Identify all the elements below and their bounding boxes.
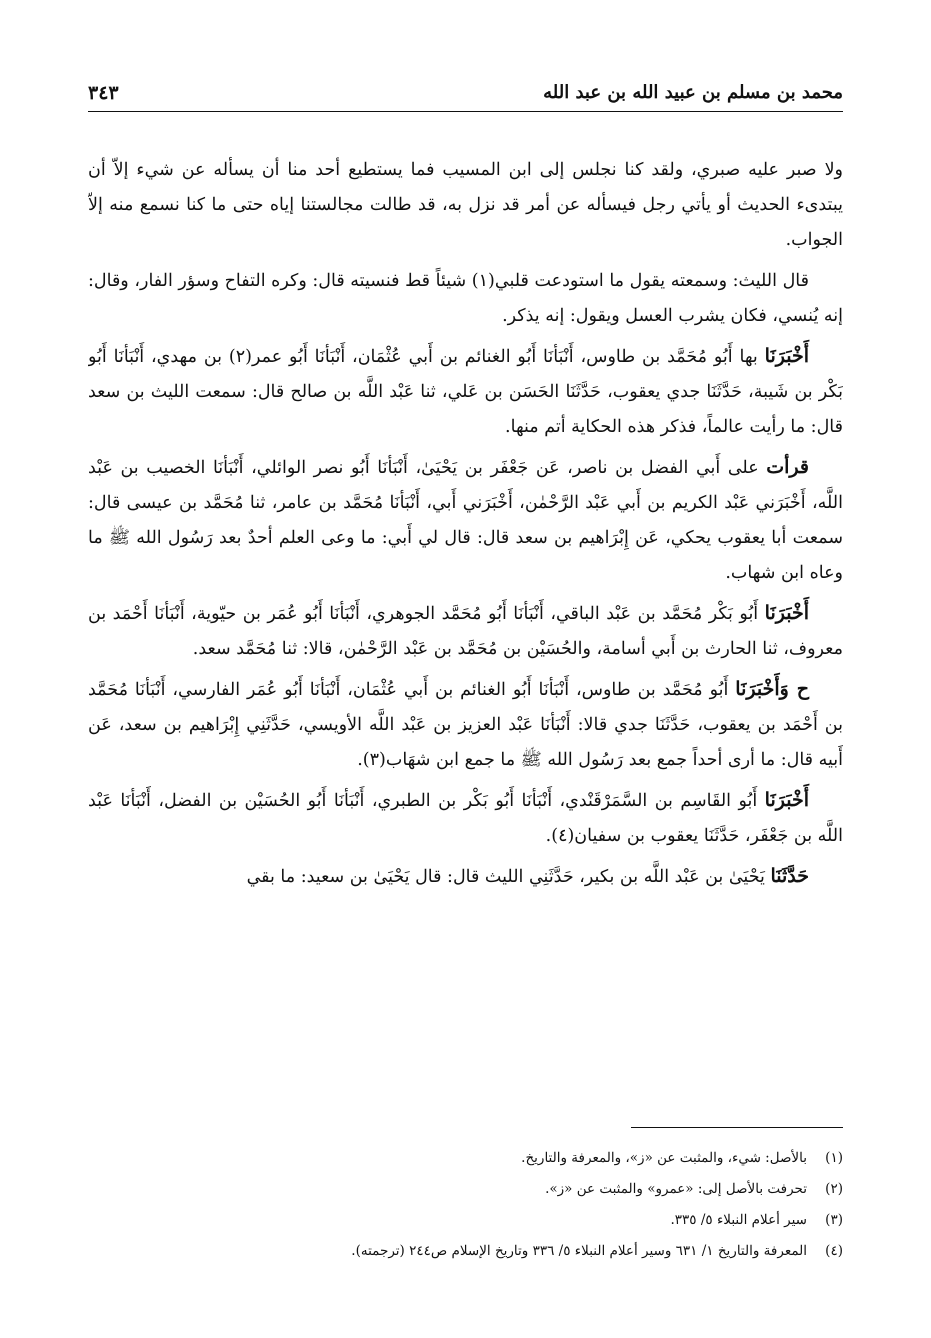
page-number: ٣٤٣: [88, 82, 119, 104]
paragraph: [88, 263, 843, 334]
paragraph-lead: أَخْبَرَنَا: [764, 602, 809, 624]
header-rule: [88, 111, 843, 112]
paragraph-lead: قرأت: [766, 456, 809, 478]
paragraph: [88, 672, 843, 778]
footnote-text: سير أعلام النبلاء ٥/ ٣٣٥.: [670, 1212, 807, 1228]
footnote-number: (٤): [825, 1243, 843, 1259]
paragraph: [88, 859, 843, 895]
footnote-number: (١): [825, 1150, 843, 1166]
paragraph: [88, 339, 843, 445]
footnote: [88, 1174, 843, 1205]
footnote-rule: [631, 1127, 843, 1128]
running-title: محمد بن مسلم بن عبيد الله بن عبد الله: [543, 82, 843, 103]
paragraph-lead: أَخْبَرَنَا: [764, 789, 809, 811]
paragraph: [88, 152, 843, 258]
paragraph-text: قال الليث: وسمعته يقول ما استودعت قلبي(١) شيئاً قط فنسيته قال: وكره التفاح وسؤر الفار، وقال: إنه يُنسي، فكان يشرب العسل ويقول: إنه يذكر.: [88, 271, 843, 326]
paragraph-text: أَبُو القَاسِم بن السَّمَرْقَنْدي، أَنْبَأنَا أَبُو بَكْر بن الطبري، أَنْبَأنَا أَبُو الحُسَيْن بن الفضل، أَنْبَأنَا عَبْد اللَّه بن جَعْفَر، حَدَّثَنَا يعقوب بن سفيان(٤).: [88, 791, 843, 846]
footnote-number: (٣): [825, 1212, 843, 1228]
running-header: [88, 78, 843, 112]
paragraph-text: على أَبي الفضل بن ناصر، عَن جَعْفَر بن يَحْيَىٰ، أَنْبَأنَا أَبُو نصر الوائلي، أَنْبَأنَا الخصيب بن عَبْد اللَّه، أَخْبَرَني عَبْد الكريم بن أَبي عَبْد الرَّحْمٰن، أَخْبَرَني أَبي، أَنْبَأنَا مُحَمَّد بن عامر، ثنا مُحَمَّد بن عيسى قال: سمعت أبا يعقوب يحكي، عَن إِبْرَاهيم بن سعد قال: قال لي أَبي: ما وعى العلم أحدٌ بعد رَسُول الله ﷺ ما وعاه ابن شهاب.: [88, 458, 843, 583]
paragraph: [88, 596, 843, 667]
footnote: [88, 1143, 843, 1174]
paragraph-text: أَبُو بَكْر مُحَمَّد بن عَبْد الباقي، أَنْبَأنَا أَبُو مُحَمَّد الجوهري، أَنْبَأنَا أَبُو عُمَر بن حيّوية، أَنْبَأنَا أَحْمَد بن معروف، ثنا الحارث بن أَبي أسامة، والحُسَيْن بن مُحَمَّد بن عَبْد الرَّحْمٰن، قالا: ثنا مُحَمَّد سعد.: [88, 604, 843, 659]
paragraph-lead: حَدَّثَنَا: [770, 865, 809, 887]
footnote-number: (٢): [825, 1181, 843, 1197]
paragraph-text: ولا صبر عليه صبري، ولقد كنا نجلس إلى ابن المسيب فما يستطيع أحد منا أن يسأله عن شيء إلاّ أن يبتدىء الحديث أو يأتي رجل فيسأله عن أمر قد نزل به، قد طالت مجالستنا إياه حتى ما كنا نسمع منه إلاّ الجواب.: [88, 160, 843, 250]
footnotes: [88, 1143, 843, 1267]
main-text: [88, 152, 843, 1112]
footnote-text: المعرفة والتاريخ ١/ ٦٣١ وسير أعلام النبلاء ٥/ ٣٣٦ وتاريخ الإسلام ص٢٤٤ (ترجمته).: [351, 1243, 807, 1259]
footnote-text: تحرفت بالأصل إلى: «عمرو» والمثبت عن «ز».: [545, 1181, 807, 1197]
paragraph-lead: ح وَأَخْبَرَنَا: [735, 678, 810, 700]
paragraph-text: يَحْيَىٰ بن عَبْد اللَّه بن بكير، حَدَّثَنِي الليث قال: قال يَحْيَىٰ بن سعيد: ما بقي: [246, 867, 765, 887]
footnote: [88, 1236, 843, 1267]
paragraph: [88, 450, 843, 591]
paragraph-text: بها أَبُو مُحَمَّد بن طاوس، أَنْبَأنَا أَبُو الغنائم بن أَبي عُثْمَان، أَنْبَأنَا أَبُو عمر(٢) بن مهدي، أَنْبَأنَا أَبُو بَكْر بن شَيبة، حَدَّثَنَا جدي يعقوب، حَدَّثَنَا الحَسَن بن عَلي، ثنا عَبْد اللَّه بن صالح قال: سمعت الليث بن سعد قال: ما رأيت عالماً، فذكر هذه الحكاية أتم منها.: [88, 347, 843, 437]
footnote: [88, 1205, 843, 1236]
paragraph-lead: أَخْبَرَنَا: [764, 345, 809, 367]
paragraph-text: أَبُو مُحَمَّد بن طاوس، أَنْبَأنَا أَبُو الغنائم بن أَبي عُثْمَان، أَنْبَأنَا أَبُو عُمَر الفارسي، أَنْبَأنَا مُحَمَّد بن أَحْمَد بن يعقوب، حَدَّثَنَا جدي قالا: أَنْبَأنَا عَبْد العزيز بن عَبْد اللَّه الأويسي، حَدَّثَنِي إِبْرَاهيم بن سعد، عَن أَبيه قال: ما أرى أحداً جمع بعد رَسُول الله ﷺ ما جمع ابن شهَاب(٣).: [88, 680, 843, 770]
paragraph: [88, 783, 843, 854]
footnote-text: بالأصل: شيء، والمثبت عن «ز»، والمعرفة والتاريخ.: [521, 1150, 807, 1166]
